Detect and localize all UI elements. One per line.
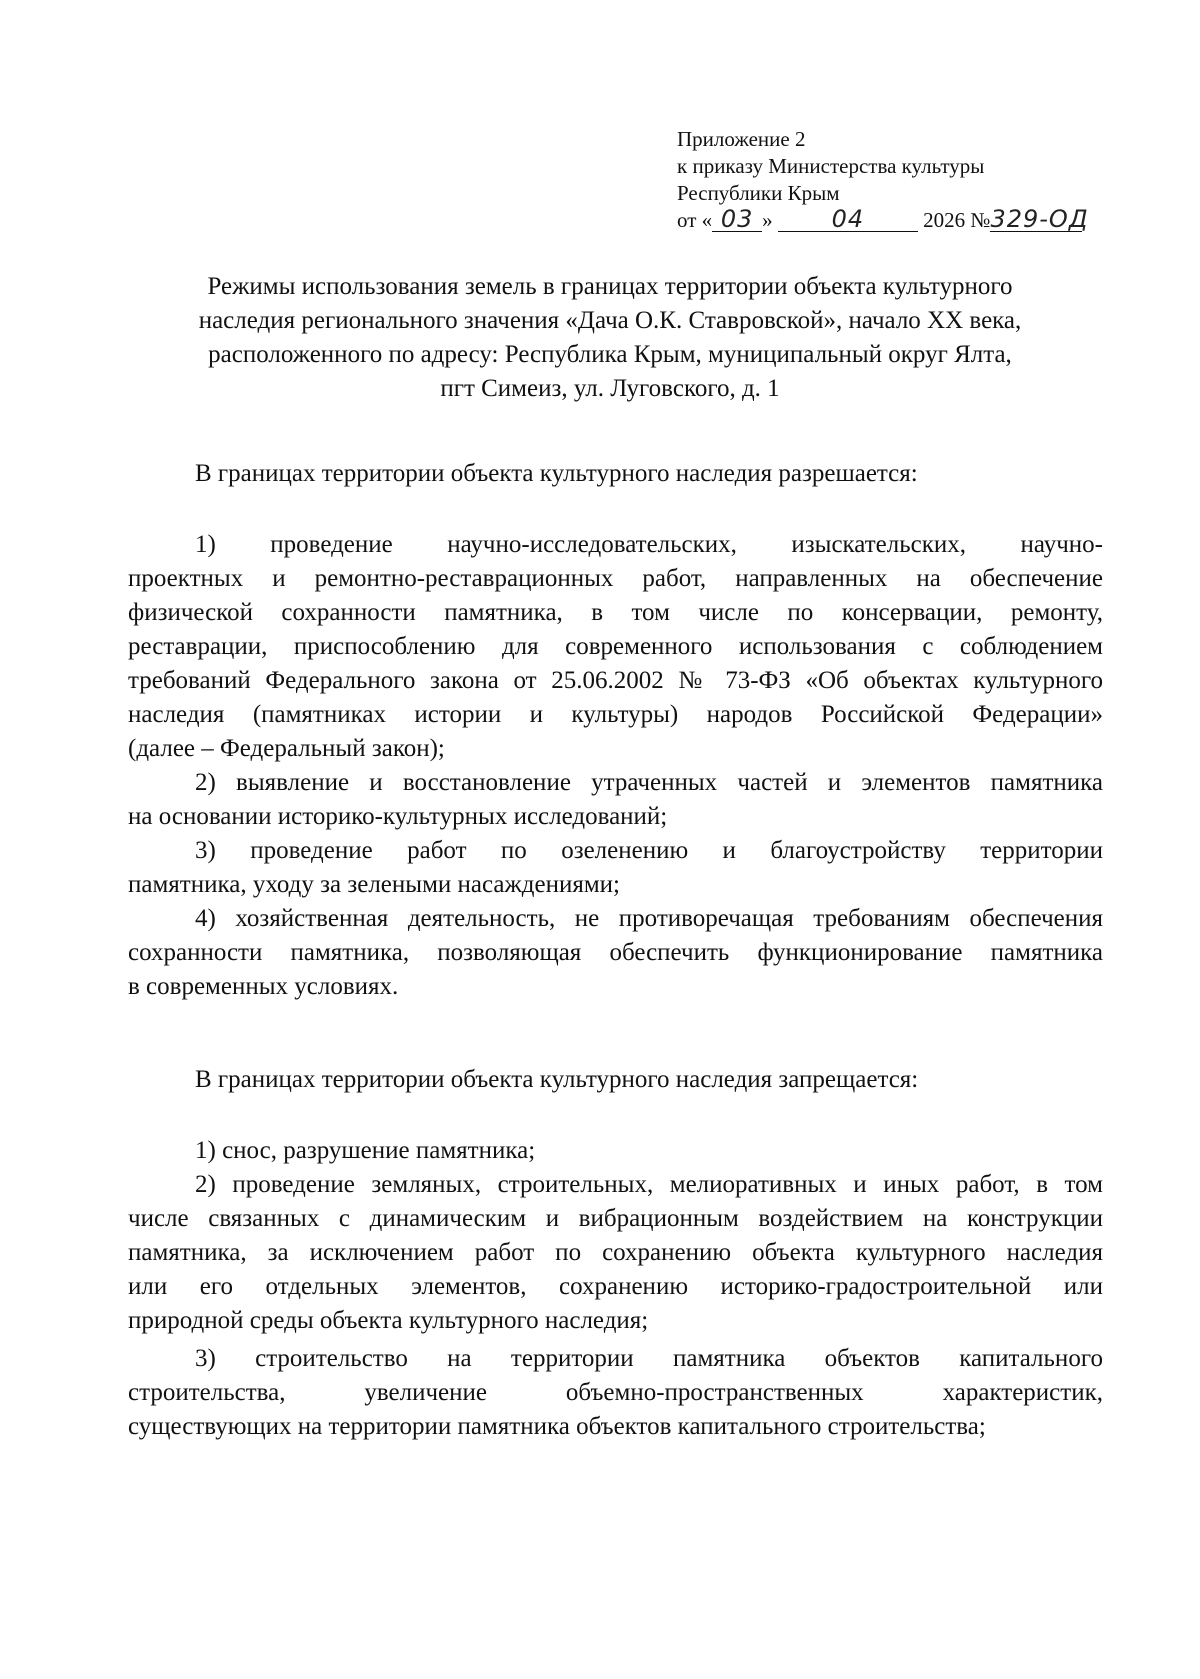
prohibited-item-2 <box>128 1168 1103 1338</box>
word: и <box>722 837 736 864</box>
word: территории <box>510 1345 634 1372</box>
paragraph-line: наследия (памятниках истории и культуры) народов Российской Федерации» <box>128 701 1103 728</box>
prohibited-heading: В границах территории объекта культурного наследия запрещается: <box>195 1066 919 1093</box>
word: проведение <box>270 531 393 558</box>
date-day <box>712 205 762 233</box>
paragraph-line: требований Федерального закона от 25.06.2002 № 73-ФЗ «Об объектах культурного <box>128 667 1103 694</box>
paragraph-line: на основании историко-культурных исследований; <box>128 803 668 830</box>
paragraph-line: проектных и ремонтно-реставрационных работ, направленных на обеспечение <box>128 565 1103 592</box>
prohibited-item-3-line-2 <box>128 1376 1103 1410</box>
paragraph-line: 1) снос, разрушение памятника; <box>195 1137 536 1164</box>
date-month <box>778 205 918 233</box>
word: по <box>500 837 527 864</box>
allowed-item-4 <box>128 902 1103 1004</box>
appendix-order-ref: к приказу Министерства культуры <box>677 154 985 178</box>
date-month-handwritten: 04 <box>831 205 865 233</box>
word: характеристик, <box>942 1379 1103 1406</box>
paragraph-line: сохранности памятника, позволяющая обеспечить функционирование памятника <box>128 939 1103 966</box>
appendix-label: Приложение 2 <box>677 127 806 151</box>
paragraph-line: в современных условиях. <box>128 973 399 1000</box>
paragraph-line: реставрации, приспособлению для современного использования с соблюдением <box>128 633 1103 660</box>
allowed-heading: В границах территории объекта культурного наследия разрешается: <box>195 460 918 487</box>
paragraph-line: 2) проведение земляных, строительных, мелиоративных и иных работ, в том <box>195 1171 1103 1198</box>
word: озеленению <box>561 837 689 864</box>
word: объектов <box>824 1345 920 1372</box>
doc-number <box>990 205 1089 233</box>
paragraph-line: памятника, за исключением работ по сохранению объекта культурного наследия <box>128 1239 1103 1266</box>
word: 3) <box>195 837 216 864</box>
word: строительства, <box>128 1379 286 1406</box>
paragraph-line: 2) выявление и восстановление утраченных частей и элементов памятника <box>195 769 1103 796</box>
paragraph-line: 4) хозяйственная деятельность, не противоречащая требованиям обеспечения <box>195 905 1103 932</box>
word: капитального <box>959 1345 1103 1372</box>
word: проведение <box>250 837 373 864</box>
word: памятника <box>672 1345 786 1372</box>
allowed-item-1 <box>128 528 1103 766</box>
title-line: Режимы использования земель в границах территории объекта культурного <box>207 273 1013 300</box>
date-mid: » <box>762 208 773 232</box>
paragraph-line: или его отдельных элементов, сохранению историко-градостроительной или <box>128 1273 1103 1300</box>
word: на <box>447 1345 472 1372</box>
title-line: расположенного по адресу: Республика Крым, муниципальный округ Ялта, <box>208 341 1012 368</box>
paragraph-line: (далее – Федеральный закон); <box>128 735 445 762</box>
word: увеличение <box>364 1379 487 1406</box>
prohibited-item-3-line-1 <box>128 1342 1103 1376</box>
paragraph-line: существующих на территории памятника объектов капитального строительства; <box>128 1413 986 1440</box>
word: благоустройству <box>770 837 946 864</box>
word: 3) <box>195 1345 216 1372</box>
word: объемно-пространственных <box>565 1379 864 1406</box>
word: строительство <box>255 1345 408 1372</box>
word: работ <box>407 837 467 864</box>
prohibited-item-3 <box>128 1342 1103 1444</box>
appendix-header <box>677 126 1089 234</box>
word: 1) <box>195 531 216 558</box>
paragraph-line: природной среды объекта культурного наследия; <box>128 1307 649 1334</box>
allowed-item-2 <box>128 766 1103 834</box>
date-year: 2026 № <box>923 208 991 232</box>
appendix-date-line <box>677 205 1089 234</box>
word: изыскательских, <box>791 531 967 558</box>
date-day-handwritten: 03 <box>720 205 754 233</box>
document-title <box>140 270 1080 406</box>
allowed-item-1-line-1 <box>128 528 1103 562</box>
title-line: наследия регионального значения «Дача О.К. Ставровской», начало XX века, <box>198 307 1022 334</box>
paragraph-line: числе связанных с динамическим и вибрационным воздействием на конструкции <box>128 1205 1103 1232</box>
title-line: пгт Симеиз, ул. Луговского, д. 1 <box>440 375 780 402</box>
paragraph-line: физической сохранности памятника, в том числе по консервации, ремонту, <box>128 599 1103 626</box>
word: научно- <box>1020 531 1103 558</box>
word: научно-исследовательских, <box>447 531 737 558</box>
allowed-item-3 <box>128 834 1103 902</box>
doc-number-handwritten: 329-ОД <box>990 205 1089 233</box>
appendix-issuer: Республики Крым <box>677 181 840 205</box>
prohibited-item-1 <box>128 1134 1103 1168</box>
date-prefix: от « <box>677 208 713 232</box>
allowed-item-3-line-1 <box>128 834 1103 868</box>
paragraph-line: памятника, уходу за зелеными насаждениями; <box>128 871 620 898</box>
word: территории <box>980 837 1103 864</box>
